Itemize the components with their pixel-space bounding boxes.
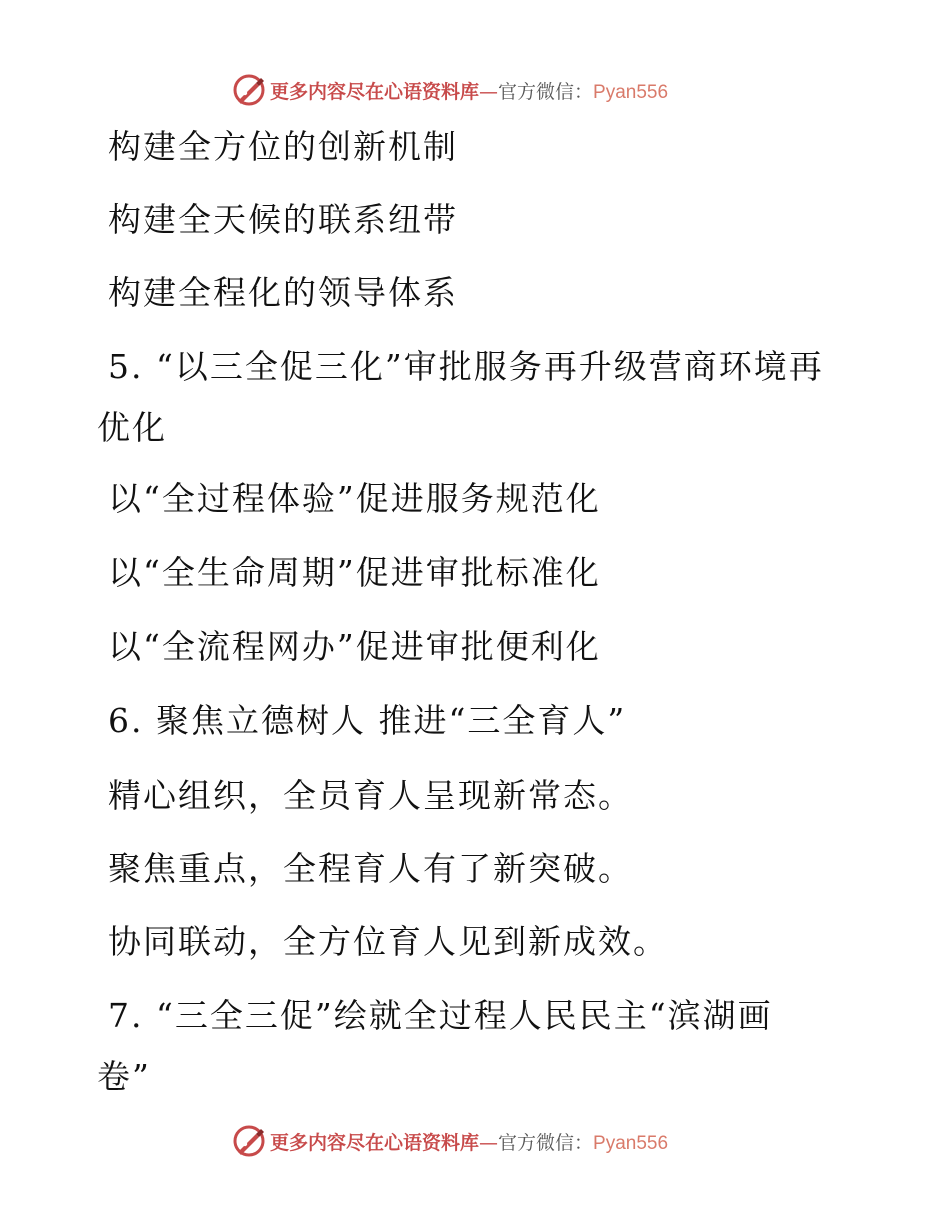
banner-official-label: 官方微信：	[498, 1131, 594, 1154]
banner-text	[270, 1128, 668, 1155]
banner-dash: —	[479, 80, 499, 103]
text-line: 精心组织，全员育人呈现新常态。	[108, 776, 633, 815]
banner-wechat-id: Pyan556	[593, 1132, 669, 1154]
section-heading-7: 7. “三全三促”绘就全过程人民民主“滨湖画	[108, 996, 773, 1035]
text-line: 构建全天候的联系纽带	[108, 200, 458, 239]
text-line: 构建全程化的领导体系	[108, 273, 458, 312]
banner-main-text: 更多内容尽在心语资料库	[270, 80, 480, 103]
footer-banner	[232, 1121, 712, 1161]
pen-logo-icon	[232, 73, 266, 107]
banner-wechat-id: Pyan556	[593, 81, 669, 103]
text-line: 以“全过程体验”促进服务规范化	[108, 479, 601, 518]
section-heading-5: 5. “以三全促三化”审批服务再升级营商环境再	[108, 347, 824, 386]
text-line: 构建全方位的创新机制	[108, 127, 458, 166]
text-line: 以“全生命周期”促进审批标准化	[108, 553, 601, 592]
banner-official-label: 官方微信：	[498, 80, 594, 103]
section-heading-5-cont: 优化	[97, 408, 167, 447]
banner-dash: —	[479, 1131, 499, 1154]
text-line: 聚焦重点，全程育人有了新突破。	[108, 849, 633, 888]
header-banner	[232, 70, 712, 110]
section-heading-7-cont: 卷”	[97, 1057, 151, 1096]
section-heading-6: 6. 聚焦立德树人 推进“三全育人”	[108, 701, 627, 740]
banner-text	[270, 77, 668, 104]
text-line: 以“全流程网办”促进审批便利化	[108, 627, 601, 666]
pen-logo-icon	[232, 1124, 266, 1158]
text-line: 协同联动，全方位育人见到新成效。	[108, 922, 668, 961]
banner-main-text: 更多内容尽在心语资料库	[270, 1131, 480, 1154]
